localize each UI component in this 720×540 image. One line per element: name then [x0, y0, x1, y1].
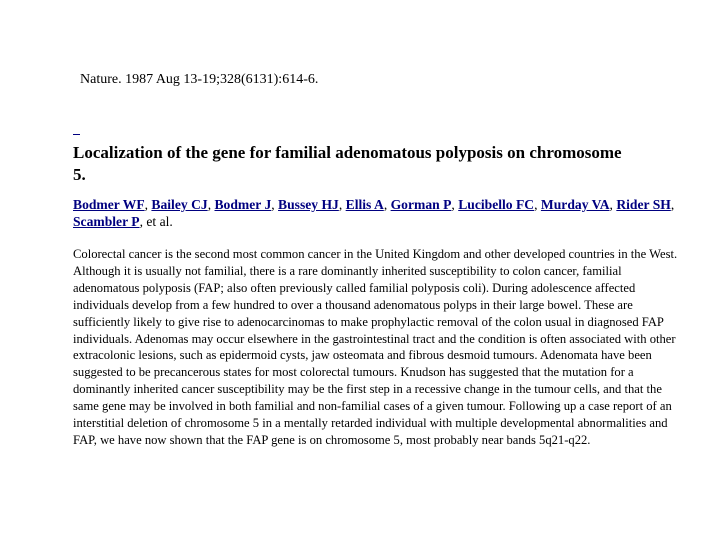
author-link[interactable]: Gorman P — [390, 197, 452, 212]
author-list: Bodmer WF, Bailey CJ, Bodmer J, Bussey HJ, Ellis A, Gorman P, Lucibello FC, Murday VA, Rider SH, Scambler P, et al. — [73, 197, 675, 229]
author-link[interactable]: Bodmer WF — [73, 197, 145, 212]
citation: Nature. 1987 Aug 13-19;328(6131):614-6. — [80, 72, 319, 87]
author-link[interactable]: Bodmer J — [214, 197, 272, 212]
abstract-text: Colorectal cancer is the second most common cancer in the United Kingdom and other developed countries in the West. Although it is usually not familial, there is a rare dominantly inherited susceptibility to colon cancer, familial adenomatous polyposis (FAP; also often previously called familial polyposis coli). During adolescence affected individuals develop from a few hundred to over a thousand adenomatous polyps in their large bowel. These are sufficiently likely to give rise to adenocarcinomas to make prophylactic removal of the colon usual in diagnosed FAP individuals. Adenomas may occur elsewhere in the gastrointestinal tract and the condition is often associated with other extracolonic lesions, such as epidermoid cysts, jaw osteomata and fibrous desmoid tumours. Adenomata have been suggested to be precancerous states for most colorectal tumours. Knudson has suggested that the mutation for a dominantly inherited cancer susceptibility may be the first step in a recessive change in the tumour cells, and that the same gene may be involved in both familial and non-familial cases of a given tumour. Following up a case report of an interstitial deletion of chromosome 5 in a mentally retarded individual with multiple developmental abnormalities and FAP, we have now shown that the FAP gene is on chromosome 5, most probably near bands 5q21-q22. — [73, 247, 678, 447]
author-link[interactable]: Ellis A — [345, 197, 384, 212]
author-link[interactable]: Rider SH — [616, 197, 671, 212]
author-link[interactable]: Lucibello FC — [458, 197, 535, 212]
article-title: Localization of the gene for familial adenomatous polyposis on chromosome 5. — [73, 143, 622, 184]
author-link[interactable]: Murday VA — [540, 197, 610, 212]
author-link[interactable]: Bussey HJ — [278, 197, 339, 212]
authors-suffix: , et al. — [139, 214, 173, 229]
author-link[interactable]: Bailey CJ — [151, 197, 208, 212]
title-anchor-link[interactable] — [73, 117, 80, 135]
author-link[interactable]: Scambler P — [73, 214, 140, 229]
